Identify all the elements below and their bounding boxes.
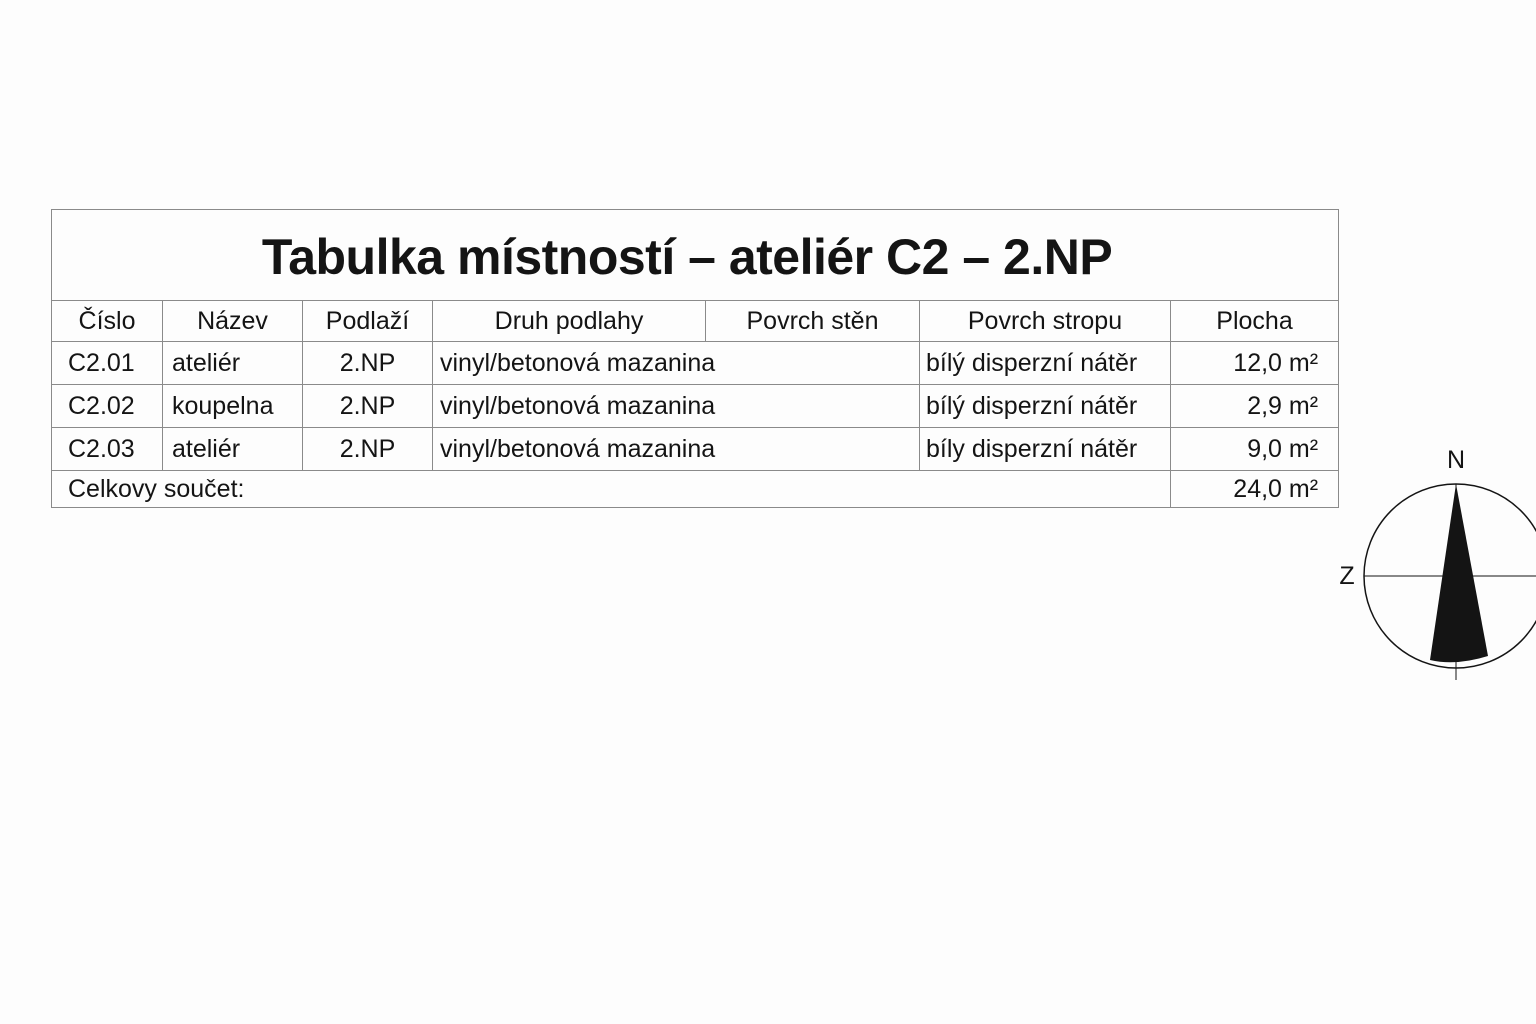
col-header-nazev: Název (163, 301, 303, 342)
cell-cislo: C2.02 (52, 385, 163, 428)
col-header-druh-podlahy: Druh podlahy (433, 301, 706, 342)
cell-cislo: C2.01 (52, 342, 163, 385)
cell-druh-podlahy: vinyl/betonová mazanina (433, 385, 920, 428)
compass-icon (1330, 440, 1536, 685)
room-table (51, 209, 1339, 508)
cell-povrch-stropu: bílý disperzní nátěr (920, 342, 1171, 385)
cell-nazev: ateliér (163, 342, 303, 385)
cell-podlazi: 2.NP (303, 342, 433, 385)
table-title: Tabulka místností – ateliér C2 – 2.NP (52, 210, 1339, 301)
cell-plocha: 12,0 m² (1171, 342, 1339, 385)
room-schedule (51, 209, 1338, 508)
north-arrow (1430, 484, 1488, 662)
cell-cislo: C2.03 (52, 428, 163, 471)
cell-povrch-stropu: bílý disperzní nátěr (920, 385, 1171, 428)
total-label: Celkovy součet: (52, 471, 1171, 508)
cell-plocha: 2,9 m² (1171, 385, 1339, 428)
compass-west-label: Z (1339, 562, 1355, 590)
cell-druh-podlahy: vinyl/betonová mazanina (433, 342, 920, 385)
cell-povrch-stropu: bíly disperzní nátěr (920, 428, 1171, 471)
total-value: 24,0 m² (1171, 471, 1339, 508)
table-row (52, 385, 1339, 428)
col-header-plocha: Plocha (1171, 301, 1339, 342)
cell-plocha: 9,0 m² (1171, 428, 1339, 471)
cell-nazev: koupelna (163, 385, 303, 428)
cell-podlazi: 2.NP (303, 428, 433, 471)
col-header-povrch-stropu: Povrch stropu (920, 301, 1171, 342)
col-header-cislo: Číslo (52, 301, 163, 342)
table-row (52, 428, 1339, 471)
compass-north-label: N (1446, 446, 1466, 474)
col-header-podlazi: Podlaží (303, 301, 433, 342)
cell-druh-podlahy: vinyl/betonová mazanina (433, 428, 920, 471)
cell-podlazi: 2.NP (303, 385, 433, 428)
header-row (52, 301, 1339, 342)
cell-nazev: ateliér (163, 428, 303, 471)
col-header-povrch-sten: Povrch stěn (706, 301, 920, 342)
total-row (52, 471, 1339, 508)
table-row (52, 342, 1339, 385)
